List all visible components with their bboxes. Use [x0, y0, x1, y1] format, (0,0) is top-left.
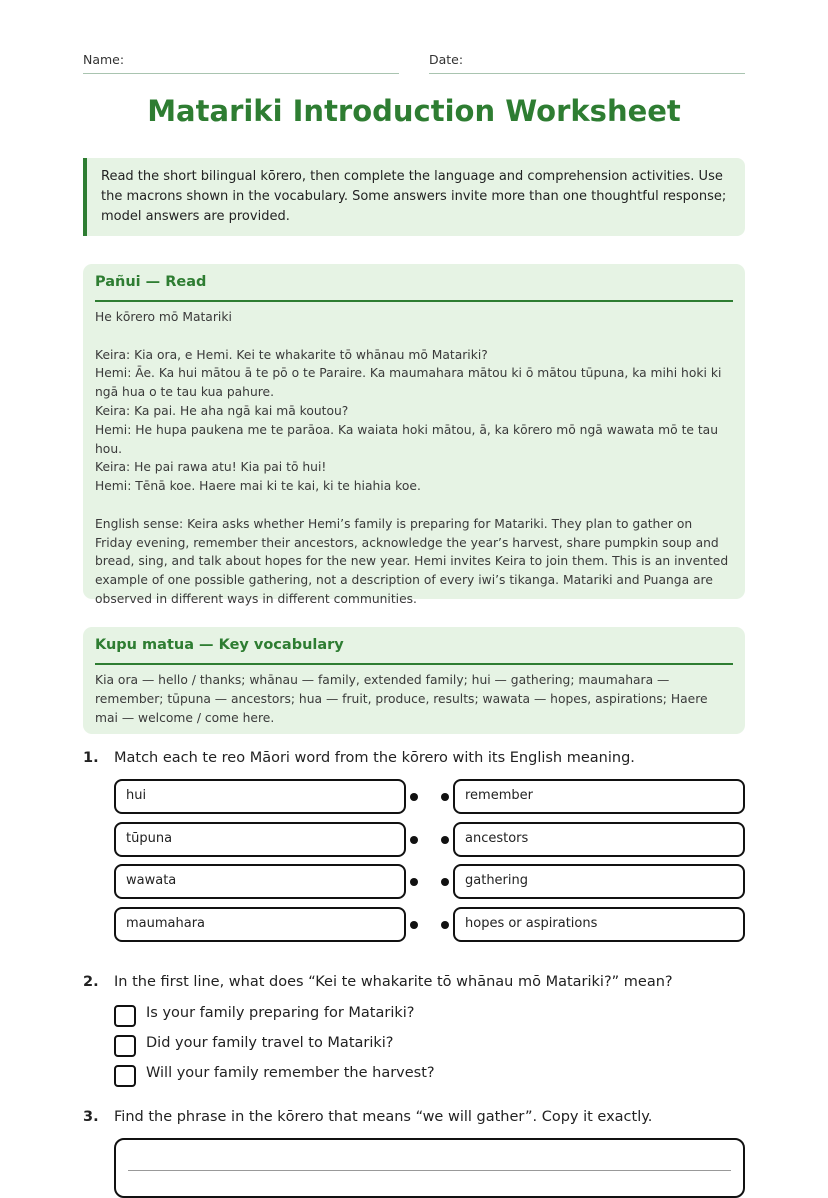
vocab-heading: Kupu matua — Key vocabulary — [95, 637, 733, 665]
dialogue-line: Hemi: He hupa paukena me te parāoa. Ka waiata hoki mātou, ā, ka kōrero mō ngā wawata mō te tau hou. — [95, 422, 719, 456]
match-dot-right[interactable] — [441, 836, 449, 844]
match-dot-left[interactable] — [410, 836, 418, 844]
option-label: Did your family travel to Matariki? — [146, 1035, 394, 1051]
name-field[interactable] — [83, 52, 399, 74]
match-left-box[interactable]: hui — [114, 779, 406, 814]
question-number: 1. — [83, 750, 99, 766]
checkbox[interactable] — [114, 1035, 136, 1057]
question-prompt: Find the phrase in the kōrero that means “we will gather”. Copy it exactly. — [114, 1109, 653, 1125]
match-dot-left[interactable] — [410, 878, 418, 886]
checkbox[interactable] — [114, 1005, 136, 1027]
dialogue-line: Keira: He pai rawa atu! Kia pai tō hui! — [95, 460, 327, 475]
read-body — [95, 308, 733, 609]
answer-box[interactable] — [114, 1138, 745, 1198]
match-left-box[interactable]: maumahara — [114, 907, 406, 942]
read-heading: Pañui — Read — [95, 274, 733, 302]
match-dot-right[interactable] — [441, 921, 449, 929]
question-prompt: In the first line, what does “Kei te whakarite tō whānau mō Matariki?” mean? — [114, 974, 673, 990]
vocab-text: Kia ora — hello / thanks; whānau — family, extended family; hui — gathering; maumahara — remember; tūpuna — ancestors; hua — fruit, produce, results; wawata — hopes, aspirations; Haere mai — welcome / come here. — [95, 673, 708, 725]
english-sense: English sense: Keira asks whether Hemi’s family is preparing for Matariki. They plan to gather on Friday evening, remember their ancestors, acknowledge the year’s harvest, share pumpkin soup and bread, sing, and talk about hopes for the new year. Hemi invites Keira to join them. This is an invented example of one possible gathering, not a description of every iwi’s tikanga. Matariki and Puanga are observed in different ways in different communities. — [95, 516, 729, 606]
match-right-box[interactable]: ancestors — [453, 822, 745, 857]
dialogue-line: Hemi: Tēnā koe. Haere mai ki te kai, ki te hiahia koe. — [95, 479, 421, 494]
dialogue-line: Keira: Ka pai. He aha ngā kai mā koutou? — [95, 403, 349, 418]
match-left-box[interactable]: wawata — [114, 864, 406, 899]
page-title: Matariki Introduction Worksheet — [147, 94, 681, 128]
match-left-box[interactable]: tūpuna — [114, 822, 406, 857]
checkbox[interactable] — [114, 1065, 136, 1087]
dialogue-line: Keira: Kia ora, e Hemi. Kei te whakarite tō whānau mō Matariki? — [95, 347, 488, 362]
match-dot-left[interactable] — [410, 793, 418, 801]
question-prompt: Match each te reo Māori word from the kōrero with its English meaning. — [114, 750, 635, 766]
date-label: Date: — [429, 52, 464, 67]
name-label: Name: — [83, 52, 125, 67]
option-label: Will your family remember the harvest? — [146, 1065, 435, 1081]
question-number: 3. — [83, 1109, 99, 1125]
match-dot-right[interactable] — [441, 878, 449, 886]
read-subtitle: He kōrero mō Matariki — [95, 310, 232, 324]
instructions-box: Read the short bilingual kōrero, then complete the language and comprehension activities. Use the macrons shown in the vocabulary. Some answers invite more than one thoughtful response; model answers are provided. — [83, 158, 745, 236]
vocab-panel — [83, 627, 745, 734]
match-dot-right[interactable] — [441, 793, 449, 801]
date-field[interactable] — [429, 52, 745, 74]
match-dot-left[interactable] — [410, 921, 418, 929]
dialogue-line: Hemi: Āe. Ka hui mātou ā te pō o te Paraire. Ka maumahara mātou ki ō mātou tūpuna, ka mihi hoki ki ngā hua o te tau kua pahure. — [95, 366, 722, 400]
option-label: Is your family preparing for Matariki? — [146, 1005, 415, 1021]
read-panel — [83, 264, 745, 606]
match-right-box[interactable]: hopes or aspirations — [453, 907, 745, 942]
question-number: 2. — [83, 974, 99, 990]
match-right-box[interactable]: remember — [453, 779, 745, 814]
match-right-box[interactable]: gathering — [453, 864, 745, 899]
